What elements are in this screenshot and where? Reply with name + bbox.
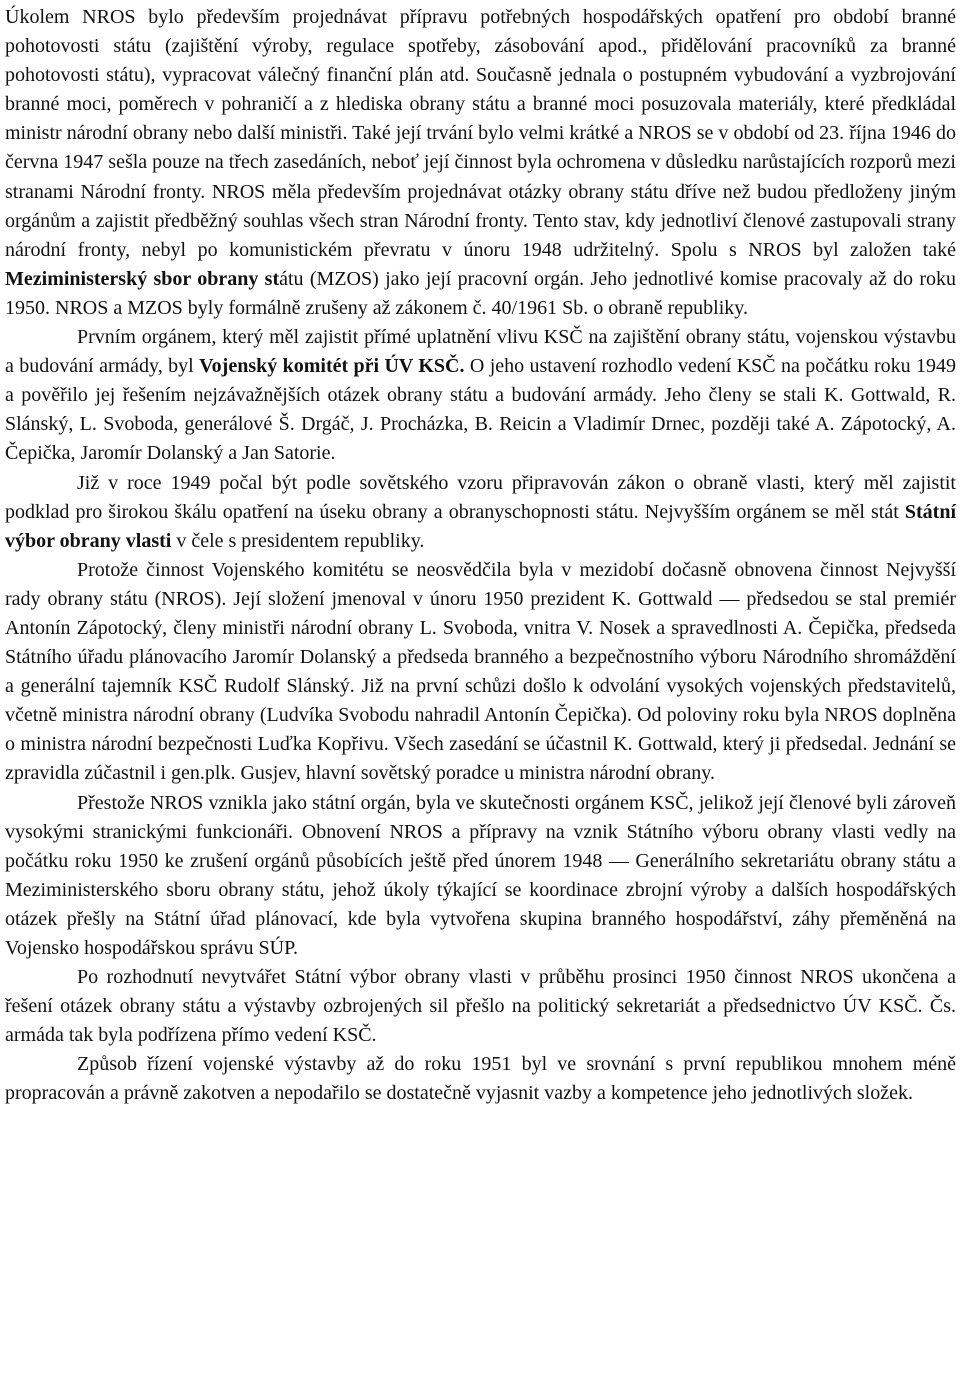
text-span: v čele s presidentem republiky. [171, 529, 425, 552]
paragraph-3 [5, 469, 956, 556]
paragraph-6 [5, 963, 956, 1050]
text-span: Protože činnost Vojenského komitétu se neosvědčila byla v mezidobí dočasně obnovena činnost Nejvyšší rady obrany státu (NROS). Její složení jmenoval v únoru 1950 prezident K. Gottwald — předsedou se stal premiér Antonín Zápotocký, členy ministři národní obrany L. Svoboda, vnitra V. Nosek a spravedlnosti A. Čepička, předseda Státního úřadu plánovacího Jaromír Dolanský a předseda branného a bezpečnostního výboru Národního shromáždění a generální tajemník KSČ Rudolf Slánský. Již na první schůzi došlo k odvolání vysokých vojenských představitelů, včetně ministra národní obrany (Ludvíka Svobodu nahradil Antonín Čepička). Od poloviny roku byla NROS doplněna o ministra národní bezpečnosti Luďka Kopřivu. Všech zasedání se účastnil K. Gottwald, který ji předsedal. Jednání se zpravidla zúčastnil i gen.plk. Gusjev, hlavní sovětský poradce u ministra národní obrany. [5, 558, 956, 785]
text-span: Přestože NROS vznikla jako státní orgán, byla ve skutečnosti orgánem KSČ, jelikož její členové byli zároveň vysokými stranickými funkcionáři. Obnovení NROS a přípravy na vznik Státního výboru obrany vlasti vedly na počátku roku 1950 ke zrušení orgánů působících ještě před únorem 1948 — Generálního sekretariátu obrany státu a Meziministerského sboru obrany státu, jehož úkoly týkající se koordinace zbrojní výroby a dalších hospodářských otázek přešly na Státní úřad plánovací, kde byla vytvořena skupina branného hospodářství, záhy přeměněná na Vojensko hospodářskou správu SÚP. [5, 791, 956, 959]
paragraph-1 [5, 3, 956, 323]
text-span: Úkolem NROS bylo především projednávat přípravu potřebných hospodářských opatření pro období branné pohotovosti státu (zajištění výroby, regulace spotřeby, zásobování apod., přidělování pracovníků za branné pohotovosti státu), vypracovat válečný finanční plán atd. Současně jednala o postupném vybudování a vyzbrojování branné moci, poměrech v pohraničí a z hlediska obrany státu a branné moci posuzovala materiály, které předkládal ministr národní obrany nebo další ministři. Také její trvání bylo velmi krátké a NROS se v období od 23. října 1946 do června 1947 sešla pouze na třech zasedáních, neboť její činnost byla ochromena v důsledku narůstajících rozporů mezi stranami Národní fronty. NROS měla především projednávat otázky obrany státu dříve než budou předloženy jiným orgánům a zajistit předběžný souhlas všech stran Národní fronty. Tento stav, kdy jednotliví členové zastupovali strany národní fronty, nebyl po komunistickém převratu v únoru 1948 udržitelný. Spolu s NROS byl založen také [5, 6, 956, 261]
bold-term-vojensky-komitet: Vojenský komitét při ÚV KSČ. [199, 355, 465, 378]
text-span: Po rozhodnutí nevytvářet Státní výbor obrany vlasti v průběhu prosinci 1950 činnost NROS ukončena a řešení otázek obrany státu a výstavby ozbrojených sil přešlo na politický sekretariát a předsednictvo ÚV KSČ. Čs. armáda tak byla podřízena přímo vedení KSČ. [5, 966, 956, 1047]
bold-term-statni-vybor: Státní výbor obrany vlasti [5, 500, 956, 552]
text-span: Prvním orgánem, který měl zajistit přímé uplatnění vlivu KSČ na zajištění obrany státu, vojenskou výstavbu a budování armády, byl [5, 326, 956, 378]
text-span: átu (MZOS) jako její pracovní orgán. Jeho jednotlivé komise pracovaly až do roku 1950. NROS a MZOS byly formálně zrušeny až zákonem č. 40/1961 Sb. o obraně republiky. [5, 267, 956, 319]
text-span: O jeho ustavení rozhodlo vedení KSČ na počátku roku 1949 a pověřilo jej řešením nejzávažnějších otázek obrany státu a budování armády. Jeho členy se stali K. Gottwald, R. Slánský, L. Svoboda, generálové Š. Drgáč, J. Procházka, B. Reicin a Vladimír Drnec, později také A. Zápotocký, A. Čepička, Jaromír Dolanský a Jan Satorie. [5, 355, 956, 465]
paragraph-4 [5, 556, 956, 789]
paragraph-7 [5, 1050, 956, 1108]
text-span: Způsob řízení vojenské výstavby až do roku 1951 byl ve srovnání s první republikou mnohem méně propracován a právně zakotven a nepodařilo se dostatečně vyjasnit vazby a kompetence jeho jednotlivých složek. [5, 1053, 956, 1105]
paragraph-5 [5, 789, 956, 964]
bold-term-mzos: Meziministerský sbor obrany st [5, 267, 280, 290]
paragraph-2 [5, 323, 956, 468]
text-span: Již v roce 1949 počal být podle sovětského vzoru připravován zákon o obraně vlasti, který měl zajistit podklad pro širokou škálu opatření na úseku obrany a obranyschopnosti státu. Nejvyšším orgánem se měl stát [5, 471, 956, 523]
